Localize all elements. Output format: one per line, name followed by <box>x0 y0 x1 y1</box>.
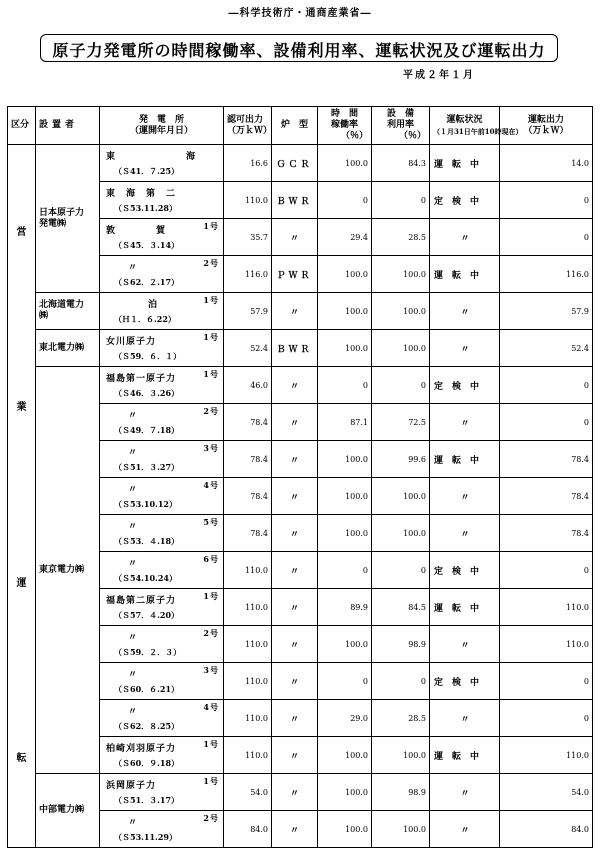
status-value: 〃 <box>430 404 500 441</box>
commission-date: （Ｓ62．８.25） <box>114 721 180 731</box>
reactor-type: 〃 <box>272 811 318 848</box>
output-value: 78.4 <box>500 478 593 515</box>
commission-date: （Ｓ62．２.17） <box>114 277 180 287</box>
unit-number: 4号 <box>203 480 219 490</box>
unit-number: 1号 <box>203 776 219 786</box>
plant-name-text: 泊 <box>148 300 159 310</box>
output-value: 84.0 <box>500 811 593 848</box>
commission-date: （Ｓ53．４.18） <box>114 536 180 546</box>
header-time-rate <box>318 107 372 145</box>
capacity-value: 116.0 <box>224 256 272 293</box>
plant-name-text: 東 海 <box>106 152 197 162</box>
reactor-type: 〃 <box>272 589 318 626</box>
category-label <box>11 145 32 847</box>
reactor-type: ＢＷＲ <box>272 182 318 219</box>
report-date: 平成２年１月 <box>400 66 478 81</box>
commission-date: （Ｓ51．３.27） <box>114 462 180 472</box>
reactor-type: 〃 <box>272 700 318 737</box>
plant-name <box>106 630 219 643</box>
utilization-value: 100.0 <box>372 737 430 774</box>
utilization-value: 0 <box>372 552 430 589</box>
plant-cell <box>100 774 224 811</box>
status-value: 運転中 <box>430 256 500 293</box>
plant-name-text: 〃 <box>128 522 139 532</box>
reactor-type: 〃 <box>272 737 318 774</box>
plant-name-text: 〃 <box>128 670 139 680</box>
plant-name <box>106 260 219 273</box>
commission-date: （Ｓ57．４.20） <box>114 610 180 620</box>
plant-name <box>106 297 219 310</box>
output-value: 116.0 <box>500 256 593 293</box>
utilization-value: 28.5 <box>372 219 430 256</box>
reactor-type: 〃 <box>272 404 318 441</box>
plant-name-text: 浜岡原子力 <box>106 781 157 791</box>
plant-name <box>106 371 219 384</box>
time-rate-value: 100.0 <box>318 330 372 367</box>
plant-name-text: 敦 賀 <box>106 226 167 236</box>
output-value: 0 <box>500 663 593 700</box>
status-value: 運転中 <box>430 145 500 182</box>
time-rate-value: 87.1 <box>318 404 372 441</box>
status-value: 〃 <box>430 478 500 515</box>
utilization-value: 100.0 <box>372 811 430 848</box>
plant-cell <box>100 441 224 478</box>
table-row <box>8 145 593 182</box>
status-value: 定検中 <box>430 552 500 589</box>
utilization-value: 98.9 <box>372 626 430 663</box>
reactor-type: 〃 <box>272 478 318 515</box>
status-value: 〃 <box>430 330 500 367</box>
table-row <box>8 367 593 404</box>
capacity-value: 78.4 <box>224 478 272 515</box>
status-value: 〃 <box>430 626 500 663</box>
status-value: 運転中 <box>430 441 500 478</box>
utilization-value: 100.0 <box>372 515 430 552</box>
commission-date: （Ｓ53.10.12） <box>114 499 177 509</box>
capacity-value: 57.9 <box>224 293 272 330</box>
table-row <box>8 293 593 330</box>
reactor-type: 〃 <box>272 367 318 404</box>
header-output <box>500 107 593 145</box>
plant-name <box>106 149 219 162</box>
commission-date: （Ｓ60．６.21） <box>114 684 180 694</box>
utilization-value: 98.9 <box>372 774 430 811</box>
agency-header: ―科学技術庁・通商産業省― <box>228 8 372 19</box>
header-util-l2: 利用率 <box>386 120 414 130</box>
header-category: 区分 <box>8 107 36 145</box>
operator-cell <box>36 774 100 848</box>
time-rate-value: 100.0 <box>318 515 372 552</box>
header-output-label: 運転出力 <box>527 114 564 125</box>
unit-number: 3号 <box>203 443 219 453</box>
reactor-type: 〃 <box>272 515 318 552</box>
unit-number: 2号 <box>203 628 219 638</box>
plant-cell <box>100 256 224 293</box>
plant-name <box>106 445 219 458</box>
commission-date: （Ｓ45．３.14） <box>114 240 180 250</box>
time-rate-value: 100.0 <box>318 145 372 182</box>
operator-name: 中部電力㈱ <box>39 805 85 815</box>
time-rate-value: 89.9 <box>318 589 372 626</box>
plant-name-text: 〃 <box>128 485 139 495</box>
plant-cell <box>100 700 224 737</box>
operator-name: 東京電力㈱ <box>39 564 85 575</box>
plant-cell <box>100 330 224 367</box>
capacity-value: 78.4 <box>224 515 272 552</box>
capacity-value: 84.0 <box>224 811 272 848</box>
time-rate-value: 100.0 <box>318 478 372 515</box>
output-value: 57.9 <box>500 293 593 330</box>
output-value: 54.0 <box>500 774 593 811</box>
category-char: 転 <box>16 753 27 765</box>
header-time-rate-unit: （％） <box>340 131 368 141</box>
utilization-value: 0 <box>372 663 430 700</box>
utilization-value: 0 <box>372 367 430 404</box>
time-rate-value: 100.0 <box>318 737 372 774</box>
capacity-value: 110.0 <box>224 182 272 219</box>
capacity-value: 110.0 <box>224 737 272 774</box>
plant-name <box>106 556 219 569</box>
plant-cell <box>100 552 224 589</box>
commission-date: （Ｓ49．７.18） <box>114 425 180 435</box>
plant-name-text: 東 海 第 二 <box>106 189 177 199</box>
time-rate-value: 100.0 <box>318 811 372 848</box>
unit-number: 2号 <box>203 813 219 823</box>
header-reactor: 炉 型 <box>272 107 318 145</box>
reactor-type: ＢＷＲ <box>272 330 318 367</box>
operator-cell <box>36 367 100 774</box>
utilization-value: 72.5 <box>372 404 430 441</box>
reactor-type: 〃 <box>272 219 318 256</box>
header-row <box>8 107 593 145</box>
plant-cell <box>100 515 224 552</box>
plant-cell <box>100 478 224 515</box>
plant-name <box>106 704 219 717</box>
output-value: 110.0 <box>500 737 593 774</box>
output-value: 14.0 <box>500 145 593 182</box>
unit-number: 2号 <box>203 258 219 268</box>
time-rate-value: 29.0 <box>318 700 372 737</box>
reactor-type: 〃 <box>272 626 318 663</box>
status-value: 〃 <box>430 700 500 737</box>
table-row <box>8 330 593 367</box>
plant-cell <box>100 589 224 626</box>
time-rate-value: 29.4 <box>318 219 372 256</box>
unit-number: 1号 <box>203 221 219 231</box>
header-capacity <box>224 107 272 145</box>
plant-name-text: 〃 <box>128 263 139 273</box>
reactor-type: ＧＣＲ <box>272 145 318 182</box>
commission-date: （Ｓ46．３.26） <box>114 388 180 398</box>
category-char: 業 <box>16 402 27 414</box>
utilization-value: 99.6 <box>372 441 430 478</box>
plant-cell <box>100 737 224 774</box>
output-value: 0 <box>500 182 593 219</box>
plant-name-text: 〃 <box>128 411 139 421</box>
plant-name <box>106 223 219 236</box>
plant-name-text: 〃 <box>128 633 139 643</box>
unit-number: 3号 <box>203 665 219 675</box>
header-plant-label: 発 電 所 <box>138 114 184 125</box>
status-value: 定検中 <box>430 367 500 404</box>
unit-number: 1号 <box>203 369 219 379</box>
plant-name <box>106 519 219 532</box>
output-value: 110.0 <box>500 626 593 663</box>
plant-cell <box>100 367 224 404</box>
plant-name <box>106 815 219 828</box>
capacity-value: 110.0 <box>224 626 272 663</box>
operator-name: 東北電力㈱ <box>39 342 85 353</box>
operator-cell <box>36 330 100 367</box>
header-status-sub: （１月31日午前10時現在） <box>433 126 523 136</box>
plant-name-text: 〃 <box>128 818 139 828</box>
capacity-value: 110.0 <box>224 552 272 589</box>
utilization-value: 28.5 <box>372 700 430 737</box>
operator-name: 日本原子力 発電㈱ <box>39 207 85 229</box>
reactor-type: ＰＷＲ <box>272 256 318 293</box>
utilization-value: 0 <box>372 182 430 219</box>
header-plant <box>100 107 224 145</box>
commission-date: （Ｈ１．６.22） <box>114 314 176 324</box>
capacity-value: 52.4 <box>224 330 272 367</box>
status-value: 定検中 <box>430 663 500 700</box>
category-char: 運 <box>16 577 27 589</box>
status-value: 定検中 <box>430 182 500 219</box>
plant-name-text: 〃 <box>128 707 139 717</box>
category-cell <box>8 145 36 848</box>
utilization-value: 100.0 <box>372 478 430 515</box>
status-value: 〃 <box>430 774 500 811</box>
commission-date: （Ｓ59．６．１） <box>114 351 182 361</box>
plant-name-text: 〃 <box>128 559 139 569</box>
unit-number: 1号 <box>203 295 219 305</box>
time-rate-value: 0 <box>318 367 372 404</box>
unit-number: 4号 <box>203 702 219 712</box>
time-rate-value: 100.0 <box>318 256 372 293</box>
capacity-value: 46.0 <box>224 367 272 404</box>
output-value: 110.0 <box>500 589 593 626</box>
output-value: 0 <box>500 700 593 737</box>
status-value: 〃 <box>430 515 500 552</box>
commission-date: （Ｓ53.11.29） <box>114 832 177 842</box>
time-rate-value: 100.0 <box>318 293 372 330</box>
output-value: 78.4 <box>500 515 593 552</box>
reactor-type: 〃 <box>272 774 318 811</box>
status-value: 〃 <box>430 811 500 848</box>
header-util-unit: （％） <box>398 131 426 141</box>
operator-name: 北海道電力 ㈱ <box>39 300 85 321</box>
operator-cell <box>36 145 100 293</box>
output-value: 52.4 <box>500 330 593 367</box>
plant-cell <box>100 404 224 441</box>
plant-name <box>106 482 219 495</box>
output-value: 0 <box>500 552 593 589</box>
status-value: 運転中 <box>430 589 500 626</box>
unit-number: 1号 <box>203 591 219 601</box>
plant-name-text: 福島第二原子力 <box>106 596 177 606</box>
output-value: 0 <box>500 219 593 256</box>
utilization-value: 100.0 <box>372 256 430 293</box>
operator-cell <box>36 293 100 330</box>
header-output-unit: （万ｋＷ） <box>523 125 569 136</box>
time-rate-value: 0 <box>318 552 372 589</box>
time-rate-value: 0 <box>318 663 372 700</box>
plant-cell <box>100 145 224 182</box>
time-rate-value: 0 <box>318 182 372 219</box>
plant-cell <box>100 293 224 330</box>
utilization-value: 100.0 <box>372 330 430 367</box>
commission-date: （Ｓ51．３.17） <box>114 795 180 805</box>
commission-date: （Ｓ53.11.28） <box>114 203 177 213</box>
reactor-type: 〃 <box>272 552 318 589</box>
status-value: 〃 <box>430 219 500 256</box>
output-value: 0 <box>500 367 593 404</box>
plant-cell <box>100 626 224 663</box>
unit-number: 1号 <box>203 332 219 342</box>
plant-cell <box>100 219 224 256</box>
commission-date: （Ｓ41．７.25） <box>114 166 180 176</box>
commission-date: （Ｓ59．２．３） <box>114 647 182 657</box>
unit-number: 5号 <box>203 517 219 527</box>
time-rate-value: 100.0 <box>318 626 372 663</box>
commission-date: （Ｓ54.10.24） <box>114 573 177 583</box>
category-char: 営 <box>16 226 27 238</box>
header-time-rate-l2: 稼働率 <box>330 120 358 130</box>
unit-number: 2号 <box>203 406 219 416</box>
plant-name <box>106 593 219 606</box>
unit-number: 6号 <box>203 554 219 564</box>
header-operator: 設置者 <box>36 107 100 145</box>
plant-name <box>106 667 219 680</box>
capacity-value: 54.0 <box>224 774 272 811</box>
table-body <box>8 145 593 848</box>
utilization-value: 84.5 <box>372 589 430 626</box>
output-value: 0 <box>500 404 593 441</box>
plant-name-text: 福島第一原子力 <box>106 374 177 384</box>
plant-name <box>106 334 219 347</box>
header-capacity-unit: （万ｋＷ） <box>227 125 273 136</box>
status-value: 〃 <box>430 293 500 330</box>
plant-name <box>106 778 219 791</box>
time-rate-value: 100.0 <box>318 441 372 478</box>
plant-name <box>106 408 219 421</box>
header-util-l1: 設 備 <box>386 109 414 119</box>
plant-name <box>106 741 219 754</box>
capacity-value: 78.4 <box>224 404 272 441</box>
capacity-value: 110.0 <box>224 700 272 737</box>
plant-cell <box>100 811 224 848</box>
plant-name-text: 柏崎刈羽原子力 <box>106 744 177 754</box>
commission-date: （Ｓ60．９.18） <box>114 758 180 768</box>
capacity-value: 35.7 <box>224 219 272 256</box>
plant-cell <box>100 663 224 700</box>
header-plant-sub: （運開年月日） <box>129 125 193 136</box>
table-row <box>8 774 593 811</box>
header-status-label: 運転状況 <box>446 114 483 125</box>
unit-number: 1号 <box>203 739 219 749</box>
status-value: 運転中 <box>430 737 500 774</box>
header-utilization <box>372 107 430 145</box>
header-status <box>430 107 523 145</box>
plant-name-text: 女川原子力 <box>106 337 157 347</box>
plant-name-text: 〃 <box>128 448 139 458</box>
plant-cell <box>100 182 224 219</box>
capacity-value: 16.6 <box>224 145 272 182</box>
reactor-type: 〃 <box>272 441 318 478</box>
time-rate-value: 100.0 <box>318 774 372 811</box>
utilization-value: 84.3 <box>372 145 430 182</box>
plant-name <box>106 186 219 199</box>
plant-status-table <box>7 106 593 848</box>
utilization-value: 100.0 <box>372 293 430 330</box>
capacity-value: 78.4 <box>224 441 272 478</box>
reactor-type: 〃 <box>272 663 318 700</box>
capacity-value: 110.0 <box>224 589 272 626</box>
reactor-type: 〃 <box>272 293 318 330</box>
header-time-rate-l1: 時 間 <box>330 109 358 119</box>
header-capacity-label: 認可出力 <box>227 114 264 125</box>
output-value: 78.4 <box>500 441 593 478</box>
capacity-value: 110.0 <box>224 663 272 700</box>
page-title: 原子力発電所の時間稼働率、設備利用率、運転状況及び運転出力 <box>52 41 546 60</box>
